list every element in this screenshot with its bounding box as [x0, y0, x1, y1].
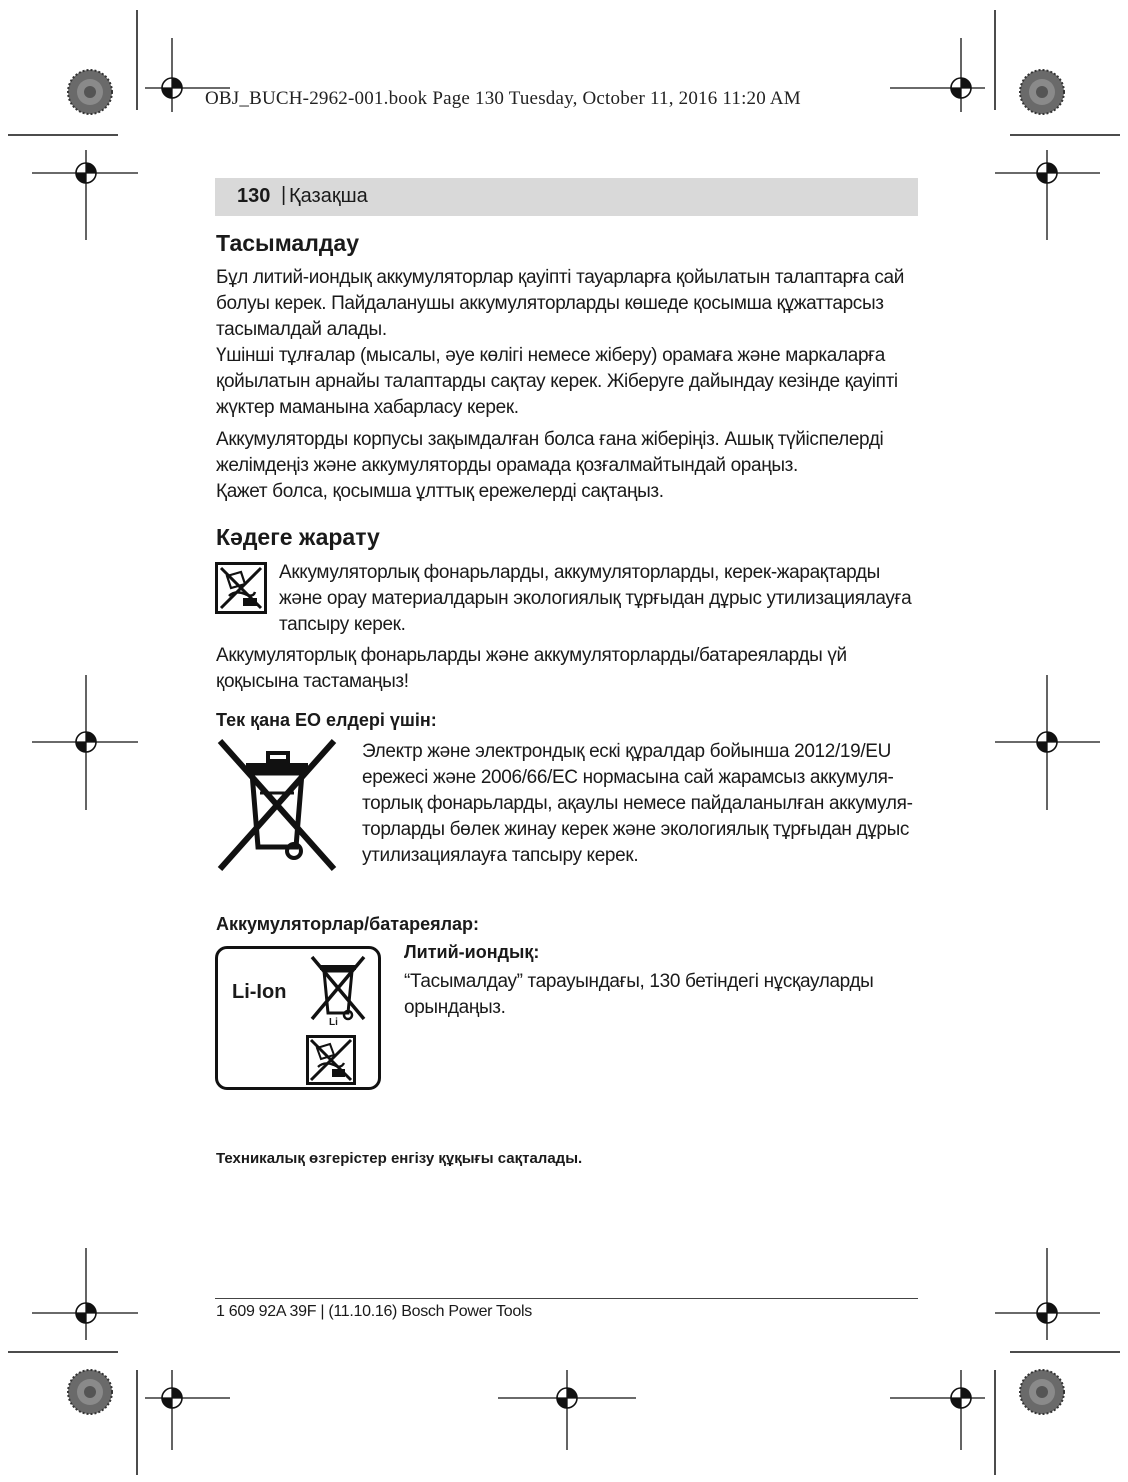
batteries-heading: Аккумуляторлар/батареялар:: [216, 914, 480, 934]
transport-paragraph-1: [216, 265, 936, 421]
li-ion-paragraph: [404, 969, 924, 1021]
text-line: қойылатын арнайы талаптарды сақтау керек. Жіберуге дайындау кезінде қауіпті: [216, 371, 898, 392]
rights-reserved-note: Техникалық өзгерістер енгізу құқығы сақталады.: [216, 1150, 583, 1167]
text-line: Қажет болса, қосымша ұлттық ережелерді сақтаңыз.: [216, 481, 664, 502]
footer-divider: [215, 1298, 918, 1299]
print-header: OBJ_BUCH-2962-001.book Page 130 Tuesday, October 11, 2016 11:20 AM: [205, 88, 801, 109]
transport-paragraph-2: [216, 427, 936, 505]
li-ion-badge: [215, 946, 381, 1090]
text-line: жүктер маманына хабарласу керек.: [216, 397, 519, 418]
page-number: 130: [237, 185, 271, 207]
text-line: утилизациялауға тапсыру керек.: [362, 845, 639, 866]
text-line: орындаңыз.: [404, 997, 506, 1018]
text-line: және орау материалдарын экологиялық тұрғыдан дұрыс утилизациялауға: [279, 588, 912, 609]
text-line: Аккумуляторлық фонарьларды, аккумуляторларды, керек-жарақтарды: [279, 562, 880, 583]
li-ion-badge-text: Li-Ion: [232, 981, 287, 1003]
text-line: Аккумуляторды корпусы зақымдалған болса ғана жіберіңіз. Ашық түйіспелерді: [216, 429, 884, 450]
disposal-heading: Кәдеге жарату: [216, 524, 380, 550]
text-line: болуы керек. Пайдаланушы аккумуляторларды көшеде қосымша құжаттарсыз: [216, 293, 884, 314]
text-line: ережесі және 2006/66/EC нормасына сай жарамсыз аккумуля-: [362, 767, 894, 788]
page-header-band: [215, 178, 918, 216]
text-line: торларды бөлек жинау керек және экологиялық тұрғыдан дұрыс: [362, 819, 910, 840]
li-crossed-bin-icon: [310, 955, 366, 1027]
li-small-text: Li: [329, 1017, 338, 1028]
eu-heading: Тек қана ЕО елдері үшін:: [216, 710, 437, 730]
text-line: Аккумуляторлық фонарьларды және аккумуляторларды/батареяларды үй: [216, 645, 847, 666]
text-line: Бұл литий-иондық аккумуляторлар қауіпті тауарларға қойылатын талаптарға сай: [216, 267, 905, 288]
transport-heading: Тасымалдау: [216, 230, 359, 256]
text-line: тасымалдай алады.: [216, 319, 387, 340]
li-recycling-icon: [306, 1035, 356, 1085]
household-warning: [216, 643, 936, 695]
eu-paragraph: [362, 739, 932, 869]
text-line: торлық фонарьларды, ақаулы немесе пайдаланылған аккумуля-: [362, 793, 913, 814]
text-line: тапсыру керек.: [279, 614, 406, 635]
text-line: қоқысына тастамаңыз!: [216, 671, 409, 692]
text-line: “Тасымалдау” тарауындағы, 130 бетіндегі нұсқауларды: [404, 971, 874, 992]
text-line: желімдеңіз және аккумуляторды орамада қозғалмайтындай ораңыз.: [216, 455, 798, 476]
text-line: Үшінші тұлғалар (мысалы, әуе көлігі немесе жіберу) орамаға және маркаларға: [216, 345, 885, 366]
page-header-language: Қазақша: [289, 185, 368, 207]
crossed-bin-icon: [212, 735, 342, 875]
recycling-icon: [215, 562, 267, 614]
recycling-paragraph: [279, 560, 929, 638]
footer-text: 1 609 92A 39F | (11.10.16) Bosch Power Tools: [216, 1303, 532, 1320]
page-header-separator: |: [281, 184, 287, 206]
text-line: Электр және электрондық ескі құралдар бойынша 2012/19/EU: [362, 741, 891, 762]
li-ion-heading: Литий-иондық:: [404, 942, 540, 962]
